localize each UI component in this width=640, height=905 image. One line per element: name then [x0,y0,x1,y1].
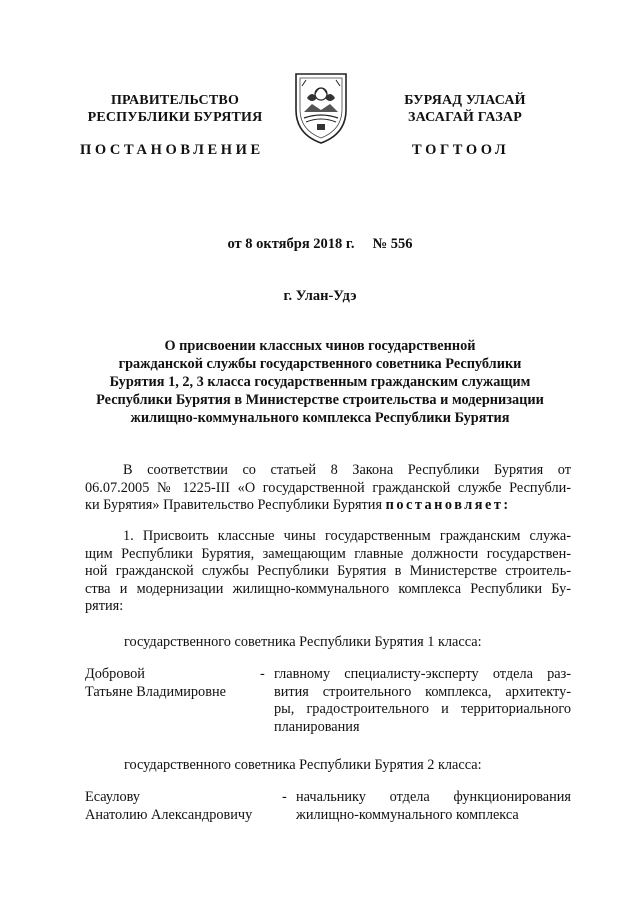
government-name-ru [60,92,290,126]
appointee-2-position [296,789,571,824]
item-1-line: ной гражданской службы Республики Бурятия в Министерстве строитель- [85,563,571,579]
item-1-paragraph [85,528,571,616]
title-line: жилищно-коммунального комплекса Республики Бурятия [130,410,510,426]
appointee-surname: Есаулову [85,789,141,805]
rank-2-heading: государственного советника Республики Бурятия 2 класса: [124,757,482,773]
item-1-line: 1. Присвоить классные чины государственным гражданским служа- [123,528,571,544]
item-1-line: щим Республики Бурятия, замещающим главные должности государствен- [85,545,571,562]
title-line: Бурятия 1, 2, 3 класса государственным гражданским служащим [109,374,531,390]
city: г. Улан-Удэ [283,288,357,304]
appointee-1-position [274,666,571,736]
position-line: планирования [274,718,360,735]
appointee-surname: Добровой [85,666,145,682]
preamble-paragraph [85,462,571,515]
position-line: ры, градостроительного и территориального [274,701,571,717]
item-1-line: ства и модернизации жилищно-коммунального комплекса Республики Бу- [85,580,571,597]
doc-type-ru: ПОСТАНОВЛЕНИЕ [80,142,264,158]
appointee-2-name [85,789,285,824]
position-line: начальнику отдела функционирования [296,789,571,805]
appointee-2-dash: - [282,789,287,805]
item-1-line: рятия: [85,598,124,614]
republic-coat-of-arms-emblem [290,68,352,146]
appointee-given-names: Анатолию Александровичу [85,806,253,823]
appointee-1-dash: - [260,666,265,682]
government-name-bua-line2: ЗАСАГАЙ ГАЗАР [407,110,522,125]
doc-type-bua: ТОГТООЛ [412,142,510,158]
government-name-ru-line2: РЕСПУБЛИКИ БУРЯТИЯ [87,110,263,125]
position-line: жилищно-коммунального комплекса [296,806,519,823]
title-line: О присвоении классных чинов государственной [164,338,476,354]
preamble-text: ки Бурятия» Правительство Республики Бурятия [85,497,386,513]
title-line: Республики Бурятия в Министерстве строительства и модернизации [96,392,544,408]
preamble-line-last [85,497,571,515]
date-and-number: от 8 октября 2018 г. № 556 [227,236,413,252]
position-line: главному специалисту-эксперту отдела раз- [274,666,571,682]
preamble-line: 06.07.2005 № 1225-III «О государственной гражданской службе Республи- [85,479,571,496]
preamble-line: В соответствии со статьей 8 Закона Республики Бурятия от [123,462,571,478]
coat-of-arms-icon [290,68,352,146]
government-name-bua [350,92,580,126]
rank-1-heading: государственного советника Республики Бурятия 1 класса: [124,634,482,650]
decree-verb: постановляет: [385,497,511,513]
government-name-bua-line1: БУРЯАД УЛАСАЙ [404,93,526,108]
government-name-ru-line1: ПРАВИТЕЛЬСТВО [110,93,240,108]
document-title [60,337,580,427]
title-line: гражданской службы государственного советника Республики [118,356,522,372]
appointee-1-name [85,666,255,701]
appointee-given-names: Татьяне Владимировне [85,683,226,700]
position-line: вития строительного комплекса, архитекту- [274,683,571,700]
